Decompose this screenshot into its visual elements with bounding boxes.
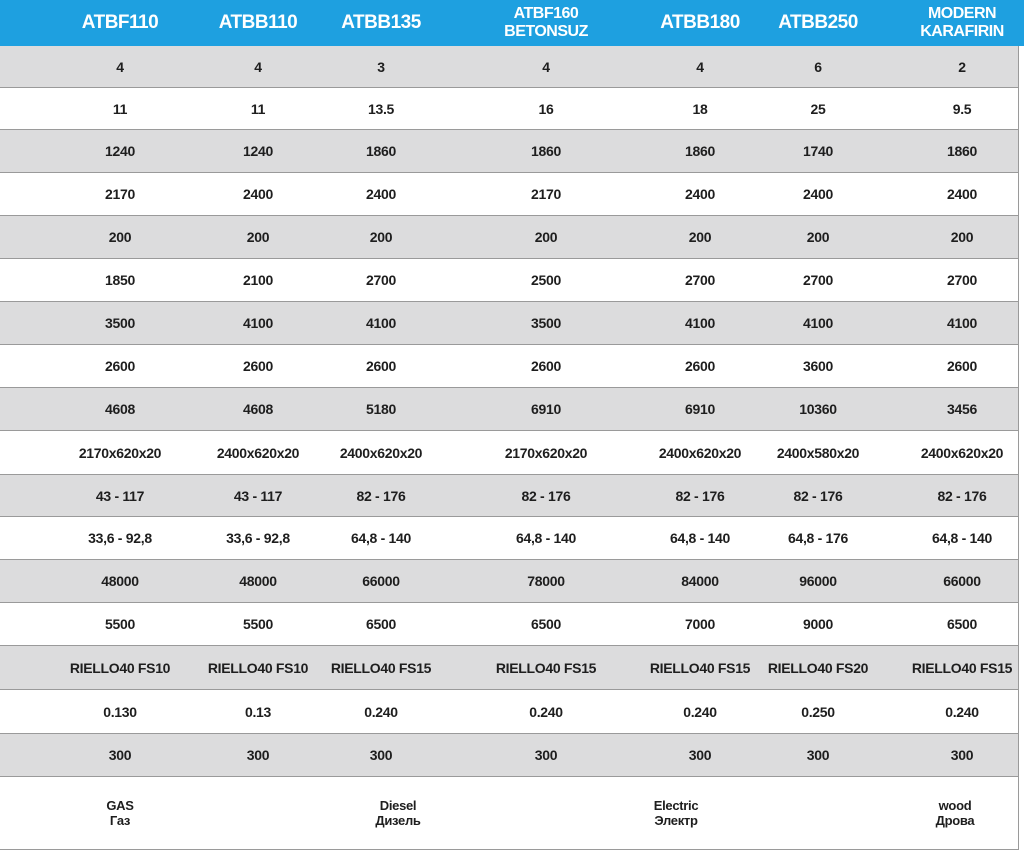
table-cell: 18 bbox=[692, 100, 708, 117]
header-atbf110: ATBF110 bbox=[81, 12, 159, 33]
table-cell: 200 bbox=[950, 229, 974, 245]
table-cell: 64,8 - 140 bbox=[515, 530, 577, 546]
table-cell: 2400 bbox=[685, 186, 715, 202]
table-cell: 200 bbox=[369, 229, 393, 245]
table-cell: 200 bbox=[534, 229, 558, 245]
table-cell: 300 bbox=[688, 747, 712, 763]
table-header bbox=[0, 0, 1024, 46]
table-cell: 2400 bbox=[947, 186, 977, 202]
table-cell: 2170 bbox=[105, 186, 135, 202]
table-cell: 82 - 176 bbox=[521, 487, 571, 504]
table-cell: 48000 bbox=[239, 573, 277, 589]
table-cell: 4 bbox=[254, 58, 262, 75]
header-atbb135: ATBB135 bbox=[341, 12, 421, 33]
table-cell: 64,8 - 176 bbox=[787, 530, 849, 546]
table-cell: 5180 bbox=[366, 401, 396, 417]
table-row bbox=[0, 259, 1018, 302]
table-cell: 2170x620x20 bbox=[78, 444, 162, 461]
table-cell: 66000 bbox=[943, 573, 981, 589]
table-cell: 0.250 bbox=[801, 703, 835, 720]
table-cell: 33,6 - 92,8 bbox=[88, 530, 152, 546]
table-cell: 2400 bbox=[243, 186, 273, 202]
table-cell: 200 bbox=[246, 229, 270, 245]
fuel-type-cell bbox=[616, 777, 736, 849]
table-cell: 64,8 - 140 bbox=[350, 530, 412, 546]
table-cell: 2600 bbox=[105, 358, 135, 374]
table-row bbox=[0, 560, 1018, 603]
table-cell: 200 bbox=[688, 229, 712, 245]
table-cell: 2400x580x20 bbox=[776, 444, 860, 461]
table-cell: 6500 bbox=[366, 616, 396, 632]
table-cell: 2600 bbox=[243, 358, 273, 374]
table-cell: 2 bbox=[958, 58, 966, 75]
header-modern bbox=[902, 0, 1022, 46]
table-row bbox=[0, 517, 1018, 560]
table-cell: 2400 bbox=[803, 186, 833, 202]
table-cell: 9000 bbox=[803, 616, 833, 632]
table-cell: 0.240 bbox=[364, 703, 398, 720]
table-cell: RIELLO40 FS10 bbox=[69, 659, 171, 676]
table-cell: 3600 bbox=[803, 358, 833, 374]
table-cell: 48000 bbox=[101, 573, 139, 589]
table-cell: 2700 bbox=[685, 272, 715, 288]
table-cell: 82 - 176 bbox=[675, 487, 725, 504]
table-cell: 3500 bbox=[105, 315, 135, 331]
fuel-type-cell bbox=[338, 777, 458, 849]
header-line1: MODERN bbox=[927, 5, 997, 22]
table-cell: 4 bbox=[696, 58, 704, 75]
table-cell: 64,8 - 140 bbox=[931, 530, 993, 546]
table-cell: 25 bbox=[810, 100, 826, 117]
header-line2: KARAFIRIN bbox=[920, 23, 1004, 40]
table-cell: 2600 bbox=[366, 358, 396, 374]
table-cell: 6500 bbox=[947, 616, 977, 632]
fuel-label-en: Diesel bbox=[379, 798, 417, 813]
table-cell: 7000 bbox=[685, 616, 715, 632]
table-row bbox=[0, 603, 1018, 646]
table-cell: 300 bbox=[246, 747, 270, 763]
table-cell: 1860 bbox=[531, 143, 561, 159]
table-row bbox=[0, 475, 1018, 517]
fuel-label-en: Electric bbox=[653, 798, 699, 813]
header-line1: ATBF160 bbox=[513, 5, 579, 22]
table-cell: 16 bbox=[538, 100, 554, 117]
table-cell: 2700 bbox=[366, 272, 396, 288]
table-cell: 43 - 117 bbox=[233, 487, 283, 504]
fuel-type-cell bbox=[895, 777, 1015, 849]
header-atbb110: ATBB110 bbox=[218, 12, 298, 33]
table-cell: 200 bbox=[806, 229, 830, 245]
fuel-label-ru: Дизель bbox=[375, 813, 421, 828]
table-cell: 2170 bbox=[531, 186, 561, 202]
table-cell: 2400x620x20 bbox=[339, 444, 423, 461]
header-atbf160 bbox=[461, 0, 631, 46]
table-cell: 6 bbox=[814, 58, 822, 75]
fuel-label-en: wood bbox=[938, 798, 972, 813]
table-cell: 43 - 117 bbox=[95, 487, 145, 504]
fuel-type-row bbox=[0, 777, 1018, 850]
table-cell: 0.240 bbox=[683, 703, 717, 720]
table-cell: 9.5 bbox=[952, 100, 972, 117]
table-cell: 82 - 176 bbox=[793, 487, 843, 504]
table-row bbox=[0, 130, 1018, 173]
table-cell: 300 bbox=[950, 747, 974, 763]
table-cell: 2170x620x20 bbox=[504, 444, 588, 461]
table-cell: 0.130 bbox=[103, 703, 137, 720]
table-cell: 5500 bbox=[243, 616, 273, 632]
table-cell: 1850 bbox=[105, 272, 135, 288]
fuel-label-ru: Электр bbox=[654, 813, 698, 828]
table-cell: RIELLO40 FS20 bbox=[767, 659, 869, 676]
table-cell: 82 - 176 bbox=[356, 487, 406, 504]
table-cell: 0.240 bbox=[529, 703, 563, 720]
table-cell: 300 bbox=[806, 747, 830, 763]
table-cell: 84000 bbox=[681, 573, 719, 589]
table-cell: 4100 bbox=[243, 315, 273, 331]
table-cell: 4100 bbox=[685, 315, 715, 331]
table-row bbox=[0, 302, 1018, 345]
table-cell: 0.240 bbox=[945, 703, 979, 720]
table-cell: 10360 bbox=[799, 401, 837, 417]
table-cell: 300 bbox=[534, 747, 558, 763]
table-cell: 3500 bbox=[531, 315, 561, 331]
table-row bbox=[0, 216, 1018, 259]
table-cell: 2100 bbox=[243, 272, 273, 288]
table-cell: 1240 bbox=[243, 143, 273, 159]
table-cell: 66000 bbox=[362, 573, 400, 589]
table-cell: 4100 bbox=[366, 315, 396, 331]
table-cell: 3 bbox=[377, 58, 385, 75]
table-cell: 4 bbox=[542, 58, 550, 75]
table-cell: 2600 bbox=[685, 358, 715, 374]
header-atbb250: ATBB250 bbox=[778, 12, 858, 33]
table-cell: 11 bbox=[112, 100, 128, 117]
table-cell: 300 bbox=[369, 747, 393, 763]
fuel-label-ru: Дрова bbox=[935, 813, 975, 828]
table-cell: 6910 bbox=[531, 401, 561, 417]
table-cell: 3456 bbox=[947, 401, 977, 417]
table-row bbox=[0, 431, 1018, 475]
table-cell: 82 - 176 bbox=[937, 487, 987, 504]
table-cell: 5500 bbox=[105, 616, 135, 632]
table-cell: 1860 bbox=[685, 143, 715, 159]
table-cell: 13.5 bbox=[367, 100, 395, 117]
table-cell: 6500 bbox=[531, 616, 561, 632]
table-cell: RIELLO40 FS10 bbox=[207, 659, 309, 676]
table-row bbox=[0, 734, 1018, 777]
table-row bbox=[0, 88, 1018, 130]
table-cell: RIELLO40 FS15 bbox=[911, 659, 1013, 676]
table-cell: 200 bbox=[108, 229, 132, 245]
table-row bbox=[0, 345, 1018, 388]
table-cell: RIELLO40 FS15 bbox=[495, 659, 597, 676]
table-cell: 2400 bbox=[366, 186, 396, 202]
table-cell: 1240 bbox=[105, 143, 135, 159]
table-cell: 4100 bbox=[947, 315, 977, 331]
table-cell: 2600 bbox=[947, 358, 977, 374]
fuel-label-en: GAS bbox=[106, 798, 134, 813]
table-cell: 6910 bbox=[685, 401, 715, 417]
table-cell: RIELLO40 FS15 bbox=[649, 659, 751, 676]
table-row bbox=[0, 46, 1018, 88]
table-row bbox=[0, 388, 1018, 431]
table-cell: 4100 bbox=[803, 315, 833, 331]
header-atbb180: ATBB180 bbox=[660, 12, 740, 33]
table-cell: 2700 bbox=[947, 272, 977, 288]
table-cell: 33,6 - 92,8 bbox=[226, 530, 290, 546]
table-cell: 4608 bbox=[243, 401, 273, 417]
table-cell: 2400x620x20 bbox=[216, 444, 300, 461]
table-cell: 64,8 - 140 bbox=[669, 530, 731, 546]
fuel-label-ru: Газ bbox=[109, 813, 131, 828]
table-row bbox=[0, 690, 1018, 734]
table-right-border bbox=[1018, 46, 1019, 850]
table-cell: 2600 bbox=[531, 358, 561, 374]
table-row bbox=[0, 646, 1018, 690]
table-row bbox=[0, 173, 1018, 216]
table-cell: 4608 bbox=[105, 401, 135, 417]
table-cell: 96000 bbox=[799, 573, 837, 589]
table-cell: 1860 bbox=[947, 143, 977, 159]
table-cell: 2400x620x20 bbox=[658, 444, 742, 461]
table-cell: RIELLO40 FS15 bbox=[330, 659, 432, 676]
table-cell: 300 bbox=[108, 747, 132, 763]
table-cell: 2400x620x20 bbox=[920, 444, 1004, 461]
table-cell: 2700 bbox=[803, 272, 833, 288]
table-cell: 0.13 bbox=[244, 703, 272, 720]
table-cell: 2500 bbox=[531, 272, 561, 288]
fuel-type-cell bbox=[60, 777, 180, 849]
header-line2: BETONSUZ bbox=[504, 23, 588, 40]
table-cell: 11 bbox=[250, 100, 266, 117]
table-cell: 78000 bbox=[527, 573, 565, 589]
table-cell: 1860 bbox=[366, 143, 396, 159]
table-cell: 1740 bbox=[803, 143, 833, 159]
table-cell: 4 bbox=[116, 58, 124, 75]
